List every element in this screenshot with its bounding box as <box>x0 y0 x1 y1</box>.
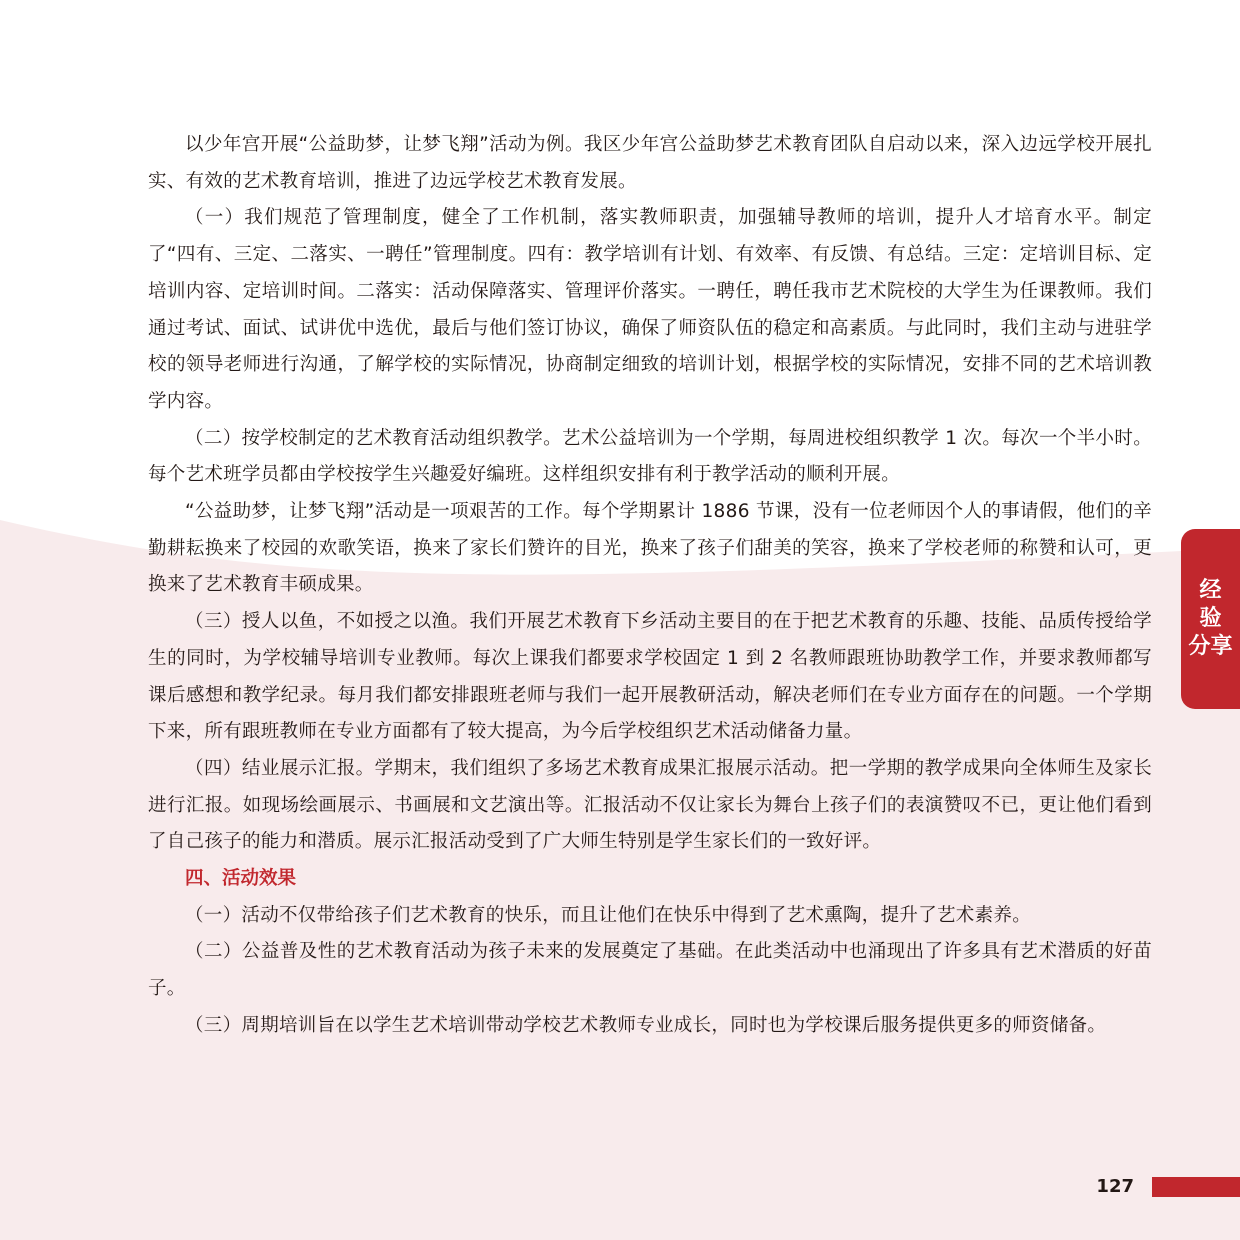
paragraph-hard-work: “公益助梦，让梦飞翔”活动是一项艰苦的工作。每个学期累计 1886 节课，没有一位老师因个人的事请假，他们的辛勤耕耘换来了校园的欢歌笑语，换来了家长们赞许的目光，换来了孩子们甜美的笑容，换来了学校老师的称赞和认可，更换来了艺术教育丰硕成果。 <box>148 501 1152 596</box>
side-tab-line-3: 分享 <box>1188 634 1233 659</box>
page-number: 127 <box>1096 1176 1134 1197</box>
effect-item-1: （一）活动不仅带给孩子们艺术教育的快乐，而且让他们在快乐中得到了艺术熏陶，提升了艺术素养。 <box>185 904 1032 926</box>
paragraph-teaching-organization: （二）按学校制定的艺术教育活动组织教学。艺术公益培训为一个学期，每周进校组织教学 1 次。每次一个半小时。每个艺术班学员都由学校按学生兴趣爱好编班。这样组织安排有利于教学活动的顺利开展。 <box>148 427 1152 486</box>
side-tab-line-1: 经 <box>1199 578 1222 603</box>
section-side-tab <box>1181 529 1240 709</box>
article-body <box>148 127 1152 1045</box>
paragraph-teacher-training: （三）授人以鱼，不如授之以渔。我们开展艺术教育下乡活动主要目的在于把艺术教育的乐趣、技能、品质传授给学生的同时，为学校辅导培训专业教师。每次上课我们都要求学校固定 1 到 2 名教师跟班协助教学工作，并要求教师都写课后感想和教学纪录。每月我们都安排跟班老师与我们一起开展教研活动，解决老师们在专业方面存在的问题。一个学期下来，所有跟班教师在专业方面都有了较大提高，为今后学校组织艺术活动储备力量。 <box>148 611 1152 743</box>
effect-item-3: （三）周期培训旨在以学生艺术培训带动学校艺术教师专业成长，同时也为学校课后服务提供更多的师资储备。 <box>185 1014 1107 1036</box>
paragraph-showcase: （四）结业展示汇报。学期末，我们组织了多场艺术教育成果汇报展示活动。把一学期的教学成果向全体师生及家长进行汇报。如现场绘画展示、书画展和文艺演出等。汇报活动不仅让家长为舞台上孩子们的表演赞叹不已，更让他们看到了自己孩子的能力和潜质。展示汇报活动受到了广大师生特别是学生家长们的一致好评。 <box>148 757 1152 853</box>
paragraph-management-system: （一）我们规范了管理制度，健全了工作机制，落实教师职责，加强辅导教师的培训，提升人才培育水平。制定了“四有、三定、二落实、一聘任”管理制度。四有：教学培训有计划、有效率、有反馈、有总结。三定：定培训目标、定培训内容、定培训时间。二落实：活动保障落实、管理评价落实。一聘任，聘任我市艺术院校的大学生为任课教师。我们通过考试、面试、试讲优中选优，最后与他们签订协议，确保了师资队伍的稳定和高素质。与此同时，我们主动与进驻学校的领导老师进行沟通，了解学校的实际情况，协商制定细致的培训计划，根据学校的实际情况，安排不同的艺术培训教学内容。 <box>148 207 1152 412</box>
page-number-bar <box>1152 1177 1240 1197</box>
side-tab-line-2: 验 <box>1199 606 1222 631</box>
paragraph-intro: 以少年宫开展“公益助梦，让梦飞翔”活动为例。我区少年宫公益助梦艺术教育团队自启动以来，深入边远学校开展扎实、有效的艺术教育培训，推进了边远学校艺术教育发展。 <box>148 134 1152 192</box>
section-heading-effects: 四、活动效果 <box>185 868 297 890</box>
effect-item-2: （二）公益普及性的艺术教育活动为孩子未来的发展奠定了基础。在此类活动中也涌现出了许多具有艺术潜质的好苗子。 <box>148 941 1152 1000</box>
